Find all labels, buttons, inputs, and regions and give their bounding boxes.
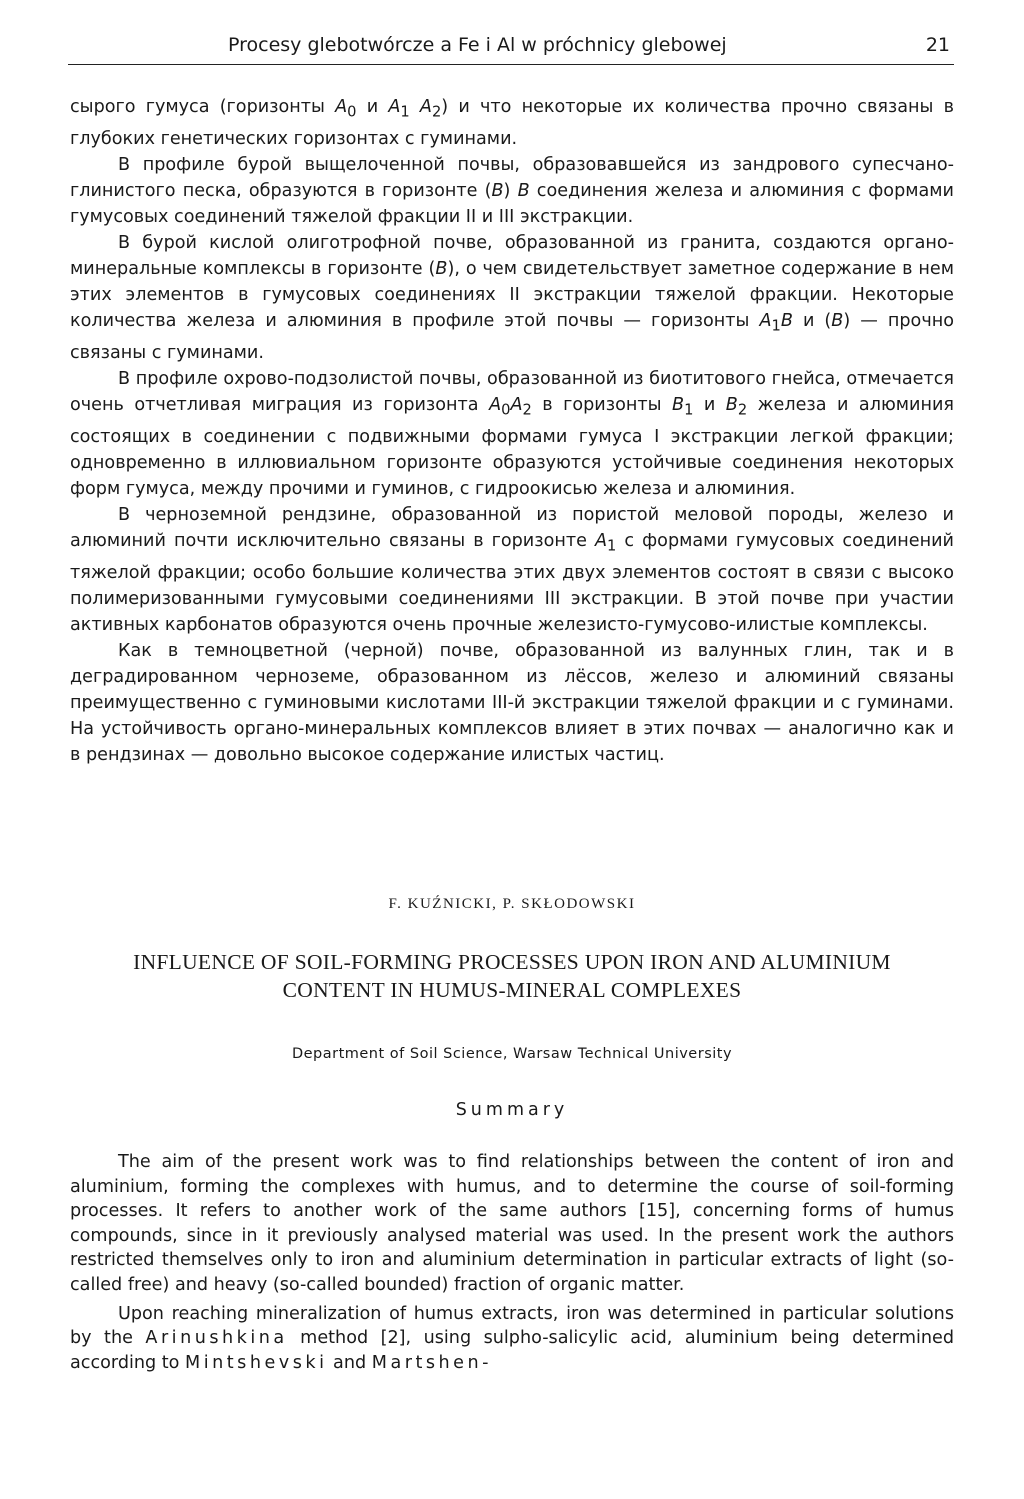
author-name-arinushkina: Arinushkina [145, 1328, 288, 1349]
en-paragraph-2: Upon reaching mineralization of humus extracts, iron was determined in particular solutions by the Arinushkina method [2], using sulpho-salicylic acid, aluminium being determined according to Mintshevski and Martshen- [70, 1303, 954, 1373]
summary-authors: F. KUŹNICKI, P. SKŁODOWSKI [388, 896, 636, 912]
running-head [68, 30, 954, 65]
ru-paragraph-4: В профиле охрово-подзолистой почвы, образованной из биотитового гнейса, отмечается очень отчетливая миграция из горизонта $A_0A_2$ в горизонты $B_1$ и $B_2$ железа и алюминия состоящих в соединении с подвижными формами гумуса I экстракции легкой фракции; одновременно в иллювиальном горизонте образуются устойчивые соединения некоторых форм гумуса, между прочими и гуминов, с гидроокисью железа и алюминия. [70, 368, 954, 499]
summary-title [40, 948, 984, 1004]
page-number: 21 [925, 34, 950, 56]
english-summary-body [70, 1150, 954, 1375]
summary-title-line-2: CONTENT IN HUMUS-MINERAL COMPLEXES [282, 978, 742, 1002]
russian-body [70, 94, 954, 768]
summary-title-line-1: INFLUENCE OF SOIL-FORMING PROCESSES UPON IRON AND ALUMINIUM [133, 950, 891, 974]
author-name-mintshevski: Mintshevski [185, 1352, 328, 1373]
ru-paragraph-5: В черноземной рендзине, образованной из пористой меловой породы, железо и алюминий почти исключительно связаны в горизонте $A_1$ с формами гумусовых соединений тяжелой фракции; особо большие количества этих двух элементов состоят в связи с высоко полимеризованными гумусовыми соединениями III экстракции. В этой почве при участии активных карбонатов образуются очень прочные железисто-гумусово-илистые комплексы. [70, 504, 954, 635]
department-affiliation: Department of Soil Science, Warsaw Technical University [291, 1046, 733, 1062]
ru-paragraph-3: В бурой кислой олиготрофной почве, образованной из гранита, создаются органо-минеральные комплексы в горизонте (B), о чем свидетельствует заметное содержание в нем этих элементов в гумусовых соединениях II экстракции тяжелой фракции. Некоторые количества железа и алюминия в профиле этой почвы — горизонты $A_1B$ и (B) — прочно связаны с гуминами. [70, 232, 954, 363]
author-name-martshen: Martshen- [371, 1352, 492, 1373]
ru-paragraph-2: В профиле бурой выщелоченной почвы, образовавшейся из зандрового супесчано-глинистого песка, образуются в горизонте (B) B соединения железа и алюминия с формами гумусовых соединений тяжелой фракции II и III экстракции. [70, 154, 954, 227]
ru-paragraph-6: Как в темноцветной (черной) почве, образованной из валунных глин, так и в деградированном черноземе, образованном из лёссов, железо и алюминий связаны преимущественно с гуминовыми кислотами III-й экстракции тяжелой фракции и с гуминами. На устойчивость органо-минеральных комплексов влияет в этих почвах — аналогично как и в рендзинах — довольно высокое содержание илистых частиц. [70, 640, 954, 766]
running-title: Procesy glebotwórcze a Fe i Al w próchnicy glebowej [228, 34, 727, 56]
summary-heading: Summary [455, 1100, 569, 1120]
en-paragraph-1: The aim of the present work was to find relationships between the content of iron and aluminium, forming the complexes with humus, and to determine the course of soil-forming processes. It refers to another work of the same authors [15], concerning forms of humus compounds, since in it previously analysed material was used. In the present work the authors restricted themselves only to iron and aluminium determination in particular extracts of light (so-called free) and heavy (so-called bounded) fraction of organic matter. [70, 1152, 954, 1295]
ru-paragraph-1: сырого гумуса (горизонты $A_0$ и $A_1$ $A_2$) и что некоторые их количества прочно связаны в глубоких генетических горизонтах с гуминами. [70, 97, 955, 149]
